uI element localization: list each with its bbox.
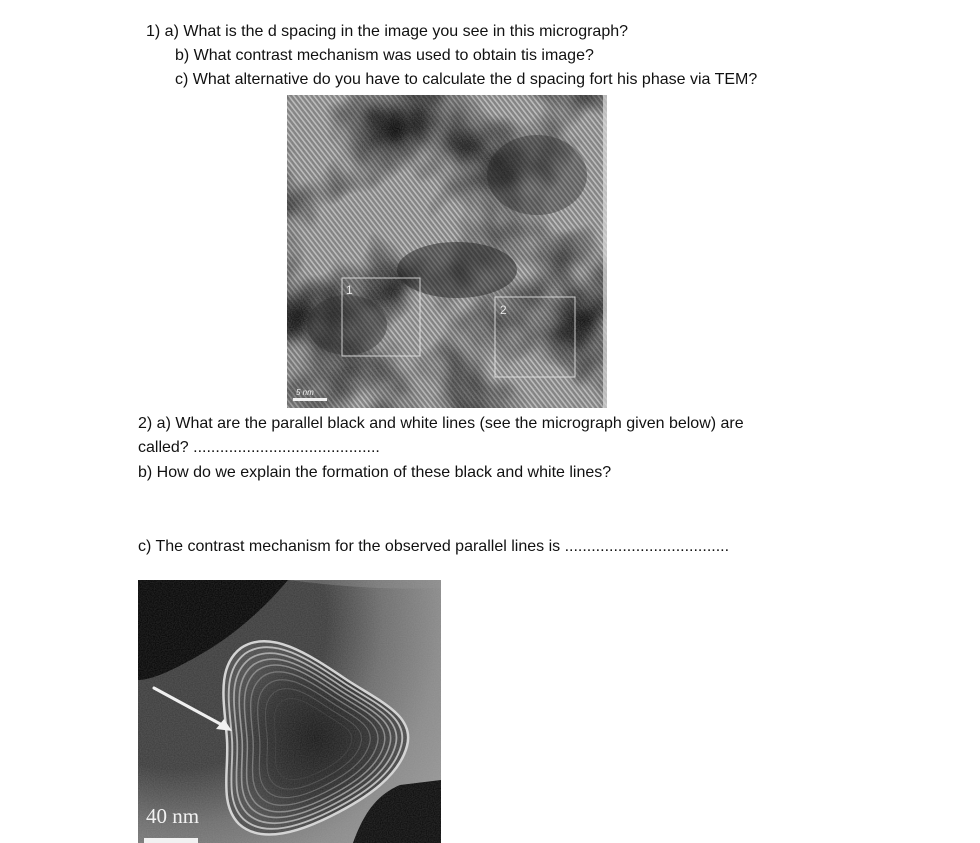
particle-micrograph xyxy=(138,580,441,843)
question-2a-line2: called? .......................................... xyxy=(138,439,380,456)
scale-bar-1 xyxy=(293,398,327,401)
question-1c: c) What alternative do you have to calculate the d spacing fort his phase via TEM? xyxy=(175,71,758,88)
question-2c: c) The contrast mechanism for the observed parallel lines is ..................................... xyxy=(138,538,730,555)
hrtem-lattice-image xyxy=(287,95,607,408)
roi-label-2: 2 xyxy=(500,303,507,317)
roi-label-1: 1 xyxy=(346,283,353,297)
scale-bar-2 xyxy=(144,838,198,843)
question-1a: 1) a) What is the d spacing in the image you see in this micrograph? xyxy=(146,23,629,40)
question-1b: b) What contrast mechanism was used to obtain tis image? xyxy=(175,47,594,64)
scale-label-2: 40 nm xyxy=(146,804,200,828)
question-2a-line1: 2) a) What are the parallel black and white lines (see the micrograph given below) are xyxy=(138,415,744,432)
scale-label-1: 5 nm xyxy=(296,388,314,397)
question-2b: b) How do we explain the formation of these black and white lines? xyxy=(138,464,612,481)
hrtem-micrograph xyxy=(287,95,607,408)
